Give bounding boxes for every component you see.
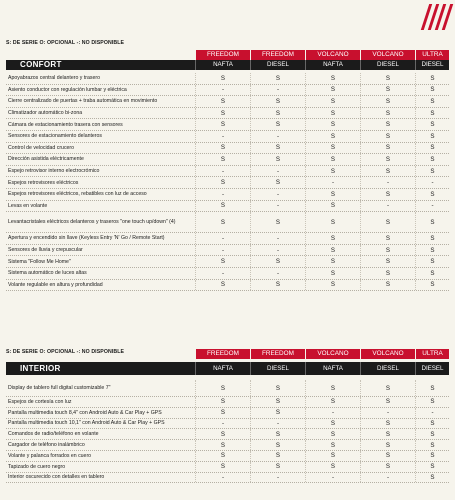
availability-cell: - [360, 177, 415, 188]
availability-cell: - [305, 408, 360, 418]
availability-cell: S [250, 212, 305, 232]
availability-cell: - [415, 177, 449, 188]
version-label: ULTRA [415, 349, 449, 359]
feature-label: Cámara de estacionamiento trasera con sensores [8, 121, 123, 128]
availability-cell: S [305, 96, 360, 107]
feature-label: Control de velocidad crucero [8, 144, 75, 151]
availability-cell: - [250, 85, 305, 96]
feature-label: Cierre centralizado de puertas + traba automática en movimiento [8, 98, 158, 105]
table-row [6, 280, 449, 292]
availability-cell: - [250, 268, 305, 279]
availability-cell: - [250, 166, 305, 177]
table-row [6, 451, 449, 462]
availability-cell: S [195, 177, 250, 188]
availability-cell: S [195, 451, 250, 461]
availability-cell: S [305, 397, 360, 407]
table-row [6, 201, 449, 213]
availability-cell: S [360, 462, 415, 472]
section-title: CONFORT [20, 60, 62, 69]
availability-cell: S [195, 462, 250, 472]
availability-cell: S [360, 85, 415, 96]
availability-cell: S [415, 212, 449, 232]
availability-cell: S [305, 380, 360, 396]
feature-label: Pantalla multimedia touch 10,1" con Android Auto & Car Play + GPS [8, 420, 165, 427]
availability-cell: S [360, 119, 415, 130]
availability-cell: - [195, 189, 250, 200]
availability-cell: S [195, 201, 250, 212]
availability-cell: S [360, 419, 415, 429]
availability-cell: S [195, 380, 250, 396]
availability-cell: S [360, 380, 415, 396]
availability-cell: S [195, 397, 250, 407]
availability-cell: S [250, 96, 305, 107]
feature-label: Espejos retrovisores eléctricos, rebatibles con luz de acceso [8, 191, 147, 198]
engine-label: NAFTA [305, 60, 360, 70]
availability-cell: S [305, 462, 360, 472]
availability-cell: - [195, 268, 250, 279]
version-label: FREEDOM [195, 50, 250, 60]
availability-cell: S [305, 119, 360, 130]
availability-cell: - [195, 233, 250, 244]
availability-cell: S [360, 451, 415, 461]
availability-cell: S [415, 280, 449, 291]
availability-cell: - [360, 473, 415, 483]
engine-label: DIESEL [360, 362, 415, 375]
availability-cell: S [360, 280, 415, 291]
version-row [195, 349, 449, 359]
table-row [6, 440, 449, 451]
availability-cell: S [360, 166, 415, 177]
availability-cell: S [415, 440, 449, 450]
availability-cell: - [250, 245, 305, 256]
availability-cell: S [415, 154, 449, 165]
availability-cell: - [250, 419, 305, 429]
availability-cell: S [250, 154, 305, 165]
table-row [6, 131, 449, 143]
engine-label: DIESEL [415, 60, 449, 70]
feature-label: Espejos retrovisores eléctricos [8, 179, 79, 186]
feature-label: Sensores de lluvia y crepuscular [8, 247, 83, 254]
availability-cell: S [305, 143, 360, 154]
availability-cell: S [415, 380, 449, 396]
availability-cell: S [195, 429, 250, 439]
availability-cell: S [360, 189, 415, 200]
availability-cell: S [360, 96, 415, 107]
table-row [6, 233, 449, 245]
engine-label: NAFTA [195, 362, 250, 375]
availability-cell: S [360, 256, 415, 267]
feature-label: Pantalla multimedia touch 8,4" con Android Auto & Car Play + GPS [8, 409, 162, 416]
availability-cell: - [360, 201, 415, 212]
table-row [6, 154, 449, 166]
availability-cell: S [360, 397, 415, 407]
availability-cell: S [195, 280, 250, 291]
table-row [6, 397, 449, 408]
availability-cell: S [195, 154, 250, 165]
availability-cell: S [305, 85, 360, 96]
confort-table [6, 73, 449, 291]
availability-cell: S [250, 408, 305, 418]
feature-label: Levas en volante [8, 202, 48, 209]
availability-cell: S [250, 256, 305, 267]
availability-cell: - [250, 189, 305, 200]
version-label: VOLCANO [305, 50, 360, 60]
availability-cell: S [305, 280, 360, 291]
version-label: FREEDOM [250, 50, 305, 60]
availability-cell: S [415, 108, 449, 119]
engine-row [6, 362, 449, 375]
availability-cell: S [360, 108, 415, 119]
engine-label: NAFTA [305, 362, 360, 375]
feature-label: Volante regulable en altura y profundidad [8, 281, 103, 288]
availability-cell: S [250, 177, 305, 188]
availability-cell: S [415, 429, 449, 439]
availability-cell: - [415, 408, 449, 418]
availability-cell: - [195, 131, 250, 142]
availability-cell: S [305, 201, 360, 212]
availability-cell: S [195, 143, 250, 154]
feature-label: Sistema "Follow Me Home" [8, 258, 71, 265]
feature-label: Cargador de teléfono inalámbrico [8, 442, 85, 449]
availability-cell: S [360, 245, 415, 256]
table-row [6, 408, 449, 419]
availability-cell: S [415, 73, 449, 84]
feature-label: Espejos de cortesía con luz [8, 398, 72, 405]
availability-cell: - [305, 473, 360, 483]
availability-cell: S [195, 119, 250, 130]
feature-label: Climatizador automático bi-zona [8, 110, 83, 117]
availability-cell: S [415, 85, 449, 96]
table-row [6, 119, 449, 131]
availability-cell: S [250, 380, 305, 396]
availability-cell: S [360, 154, 415, 165]
availability-cell: S [415, 96, 449, 107]
table-row [6, 256, 449, 268]
table-row [6, 166, 449, 178]
availability-cell: S [305, 245, 360, 256]
table-row [6, 85, 449, 97]
availability-cell: S [415, 189, 449, 200]
availability-cell: S [415, 451, 449, 461]
availability-cell: S [305, 212, 360, 232]
availability-cell: S [195, 212, 250, 232]
version-label: FREEDOM [250, 349, 305, 359]
table-row [6, 268, 449, 280]
availability-cell: S [250, 280, 305, 291]
feature-label: Sensores de estacionamiento delanteros [8, 133, 103, 140]
feature-label: Apoyabrazos central delantero y trasero [8, 75, 100, 82]
feature-label: Espejo retrovisor interno electrocrómico [8, 168, 100, 175]
availability-cell: S [250, 429, 305, 439]
availability-cell: S [305, 233, 360, 244]
engine-label: DIESEL [250, 362, 305, 375]
table-row [6, 108, 449, 120]
availability-cell: - [360, 408, 415, 418]
table-row [6, 177, 449, 189]
engine-label: DIESEL [415, 362, 449, 375]
feature-label: Levantacristales eléctricos delanteros y traseros "one touch up/down" (4) [8, 219, 176, 226]
availability-cell: S [305, 440, 360, 450]
availability-cell: - [195, 245, 250, 256]
availability-cell: S [305, 256, 360, 267]
engine-label: DIESEL [360, 60, 415, 70]
availability-cell: - [250, 233, 305, 244]
table-row [6, 462, 449, 473]
availability-cell: S [415, 166, 449, 177]
table-row [6, 189, 449, 201]
availability-cell: S [250, 440, 305, 450]
availability-cell: - [250, 131, 305, 142]
availability-cell: S [415, 473, 449, 483]
availability-cell: S [195, 96, 250, 107]
table-row [6, 245, 449, 257]
availability-cell: S [195, 256, 250, 267]
availability-cell: - [195, 85, 250, 96]
availability-cell: S [250, 108, 305, 119]
table-row [6, 429, 449, 440]
availability-cell: - [250, 473, 305, 483]
feature-label: Display de tablero full digital customizable 7" [8, 385, 111, 391]
availability-cell: S [415, 119, 449, 130]
table-row [6, 212, 449, 233]
availability-cell: S [250, 462, 305, 472]
availability-cell: S [415, 143, 449, 154]
table-row [6, 473, 449, 484]
availability-cell: S [305, 419, 360, 429]
section-title: INTERIOR [20, 364, 61, 373]
legend: S: DE SERIE O: OPCIONAL -: NO DISPONIBLE [6, 40, 125, 46]
feature-label: Volante y palanca forrados en cuero [8, 452, 92, 459]
availability-cell: S [195, 408, 250, 418]
table-row [6, 380, 449, 397]
version-label: FREEDOM [195, 349, 250, 359]
feature-label: Dirección asistida eléctricamente [8, 156, 84, 163]
availability-cell: S [250, 73, 305, 84]
availability-cell: S [360, 73, 415, 84]
availability-cell: S [415, 462, 449, 472]
availability-cell: S [415, 233, 449, 244]
availability-cell: S [360, 440, 415, 450]
table-row [6, 419, 449, 430]
availability-cell: S [360, 212, 415, 232]
availability-cell: S [305, 429, 360, 439]
engine-label: DIESEL [250, 60, 305, 70]
version-label: VOLCANO [360, 50, 415, 60]
availability-cell: S [195, 440, 250, 450]
availability-cell: S [360, 131, 415, 142]
interior-table [6, 380, 449, 483]
availability-cell: S [360, 233, 415, 244]
availability-cell: S [360, 429, 415, 439]
feature-label: Tapizado de cuero negro [8, 463, 66, 470]
brand-stripes [425, 4, 449, 30]
availability-cell: S [305, 189, 360, 200]
feature-label: Interior oscurecido con detalles en tablero [8, 474, 105, 481]
availability-cell: S [415, 245, 449, 256]
engine-row [6, 60, 449, 70]
availability-cell: S [250, 143, 305, 154]
feature-label: Comandos de radio/teléfono en volante [8, 431, 99, 438]
availability-cell: S [415, 419, 449, 429]
availability-cell: S [305, 73, 360, 84]
feature-label: Asiento conductor con regulación lumbar y eléctrica [8, 86, 127, 93]
availability-cell: - [195, 419, 250, 429]
availability-cell: S [250, 397, 305, 407]
version-label: VOLCANO [305, 349, 360, 359]
availability-cell: S [250, 451, 305, 461]
availability-cell: S [305, 154, 360, 165]
availability-cell: S [415, 256, 449, 267]
availability-cell: S [305, 451, 360, 461]
availability-cell: S [250, 119, 305, 130]
availability-cell: S [195, 108, 250, 119]
availability-cell: S [305, 108, 360, 119]
availability-cell: - [250, 201, 305, 212]
version-label: VOLCANO [360, 349, 415, 359]
feature-label: Sistema automático de luces altas [8, 270, 87, 277]
table-row [6, 143, 449, 155]
version-row [195, 50, 449, 60]
legend: S: DE SERIE O: OPCIONAL -: NO DISPONIBLE [6, 349, 125, 355]
table-row [6, 96, 449, 108]
availability-cell: - [195, 166, 250, 177]
table-row [6, 73, 449, 85]
availability-cell: S [360, 268, 415, 279]
availability-cell: S [415, 397, 449, 407]
feature-label: Apertura y encendido sin llave (Keyless Entry 'N' Go / Remote Start) [8, 235, 165, 242]
availability-cell: S [360, 143, 415, 154]
availability-cell: - [305, 177, 360, 188]
availability-cell: S [415, 131, 449, 142]
version-label: ULTRA [415, 50, 449, 60]
engine-label: NAFTA [195, 60, 250, 70]
availability-cell: - [195, 473, 250, 483]
availability-cell: S [305, 268, 360, 279]
availability-cell: S [195, 73, 250, 84]
availability-cell: S [305, 166, 360, 177]
availability-cell: - [415, 201, 449, 212]
availability-cell: S [305, 131, 360, 142]
availability-cell: S [415, 268, 449, 279]
